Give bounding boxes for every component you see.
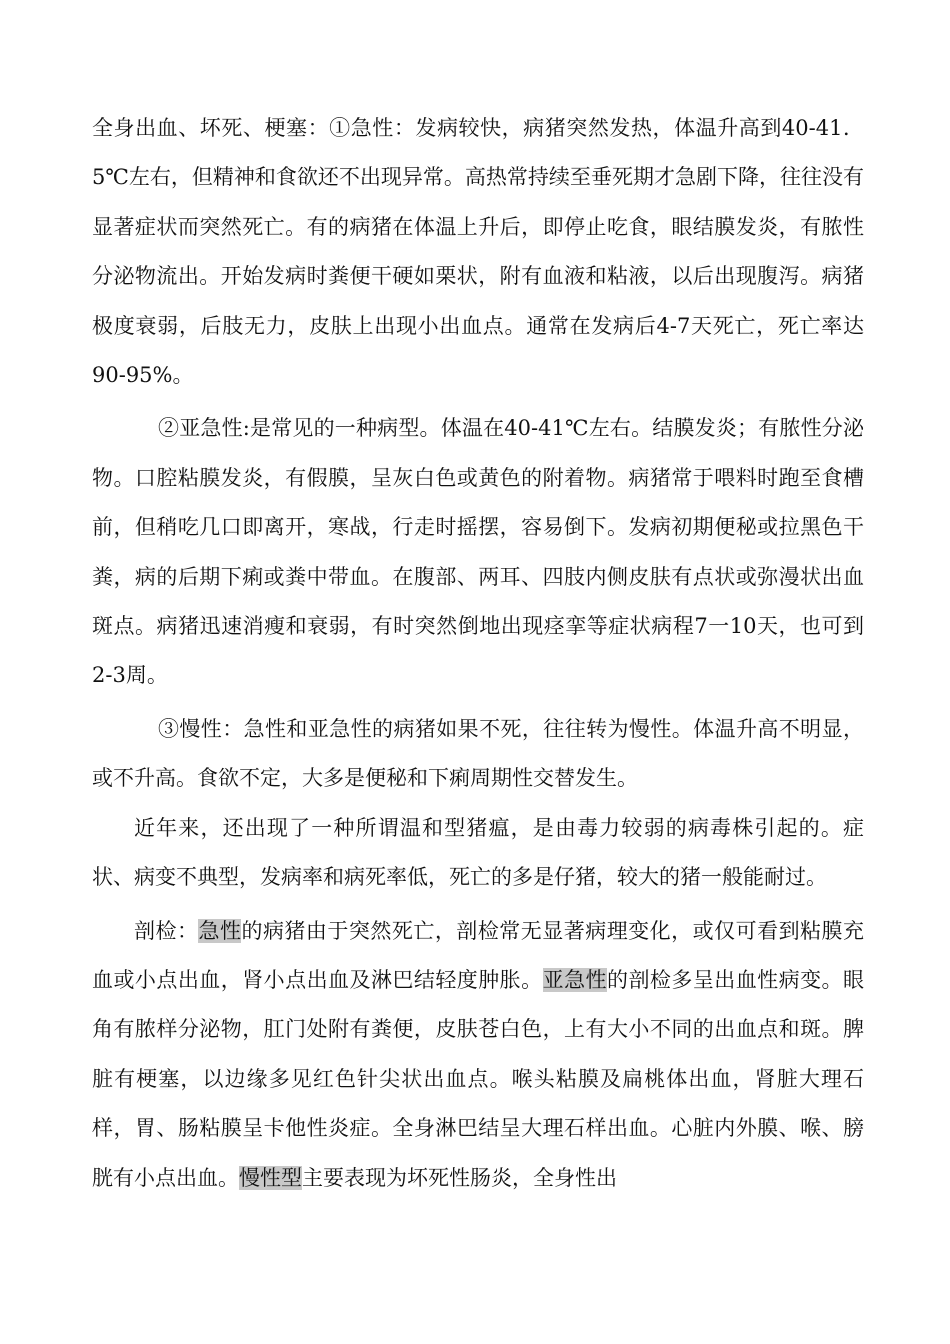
document-page: [92, 104, 864, 1203]
highlight-acute: 急性: [198, 918, 242, 943]
autopsy-text-2: 的剖检多呈出血性病变。眼角有脓样分泌物，肛门处附有粪便，皮肤苍白色，上有大小不同的出血点和斑。脾脏有梗塞，以边缘多见红色针尖状出血点。喉头粘膜及扁桃体出血，肾脏大理石样，胃、肠粘膜呈卡他性炎症。全身淋巴结呈大理石样出血。心脏内外膜、喉、膀胱有小点出血。: [92, 967, 865, 1190]
paragraph-chronic: ③慢性：急性和亚急性的病猪如果不死，往往转为慢性。体温升高不明显，或不升高。食欲不定，大多是便秘和下痢周期性交替发生。: [92, 716, 864, 791]
autopsy-text-1: 的病猪由于突然死亡，剖检常无显著病理变化，或仅可看到粘膜充血或小点出血，肾小点出血及淋巴结轻度肿胀。: [92, 918, 865, 992]
highlight-chronic: 慢性型: [239, 1165, 302, 1190]
paragraph-mild-type: 近年来，还出现了一种所谓温和型猪瘟，是由毒力较弱的病毒株引起的。症状、病变不典型，发病率和病死率低，死亡的多是仔猪，较大的猪一般能耐过。: [92, 815, 864, 890]
highlight-subacute: 亚急性: [542, 967, 607, 992]
paragraph-autopsy: [92, 907, 864, 1203]
autopsy-intro: 剖检：: [134, 918, 199, 943]
paragraph-subacute: ②亚急性:是常见的一种病型。体温在40-41℃左右。结膜发炎；有脓性分泌物。口腔粘膜发炎，有假膜，呈灰白色或黄色的附着物。病猪常于喂料时跑至食槽前，但稍吃几口即离开，寒战，行走时摇摆，容易倒下。发病初期便秘或拉黑色干粪，病的后期下痢或粪中带血。在腹部、两耳、四肢内侧皮肤有点状或弥漫状出血斑点。病猪迅速消瘦和衰弱，有时突然倒地出现痉挛等症状病程7一10天，也可到2-3周。: [92, 416, 864, 688]
paragraph-acute: 全身出血、坏死、梗塞：①急性：发病较快，病猪突然发热，体温升高到40-41．5℃左右，但精神和食欲还不出现异常。高热常持续至垂死期才急剧下降，往往没有显著症状而突然死亡。有的病猪在体温上升后，即停止吃食，眼结膜发炎，有脓性分泌物流出。开始发病时粪便干硬如栗状，附有血液和粘液，以后出现腹泻。病猪极度衰弱，后肢无力，皮肤上出现小出血点。通常在发病后4-7天死亡，死亡率达90-95%。: [92, 116, 864, 388]
autopsy-text-3: 主要表现为坏死性肠炎，全身性出: [302, 1165, 617, 1190]
